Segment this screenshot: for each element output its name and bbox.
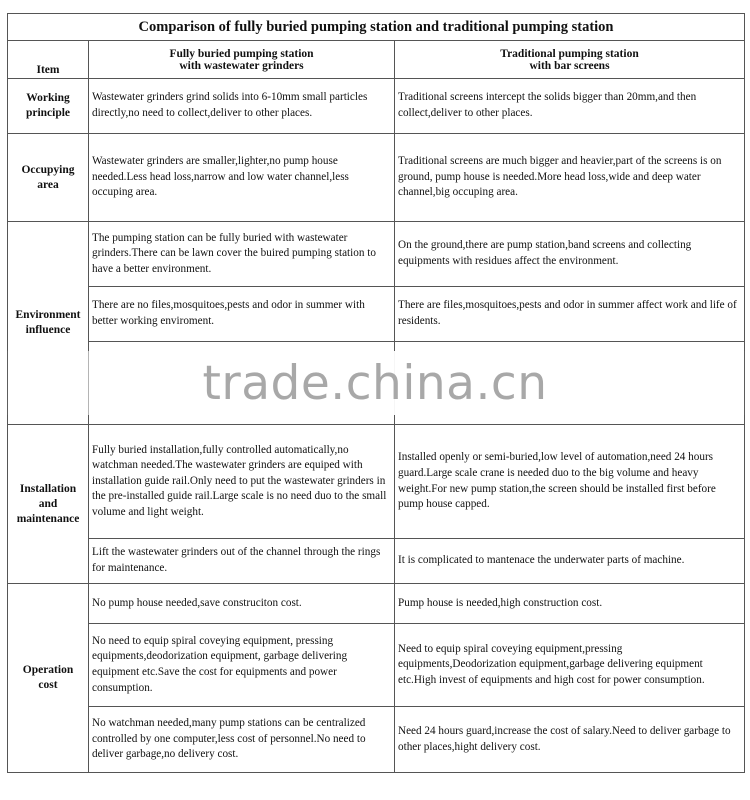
cell-buried: Lift the wastewater grinders out of the channel through the rings for maintenance. [89,539,395,584]
cell-buried: No pump house needed,save construciton cost. [89,584,395,624]
table-row [8,79,745,134]
header-buried [89,41,395,79]
header-traditional-line1: Traditional pumping station [500,47,639,60]
watermark [0,351,750,415]
cell-traditional: Installed openly or semi-buried,low level of automation,need 24 hours guard.Large scale crane is needed duo to the big volume and heavy weight.For new pump station,the screen should be installed first before pump house capped. [395,425,745,539]
item-working-principle [8,79,89,134]
table-row [8,707,745,773]
header-traditional [395,41,745,79]
cell-buried: Wastewater grinders are smaller,lighter,no pump house needed.Less head loss,narrow and low water channel,less occuping area. [89,134,395,222]
item-installation-maintenance [8,425,89,584]
header-buried-line2: with wastewater grinders [179,59,304,72]
cell-traditional: Traditional screens are much bigger and heavier,part of the screens is on ground, pump house is needed.More head loss,wide and deep water channel,big occuping area. [395,134,745,222]
cell-buried: Wastewater grinders grind solids into 6-10mm small particles directly,no need to collect,deliver to other places. [89,79,395,134]
item-label: Environment [15,309,81,321]
cell-buried: The pumping station can be fully buried with wastewater grinders.There can be lawn cover the buired pumping station to have a better environment. [89,222,395,287]
table-row [8,134,745,222]
cell-buried: No watchman needed,many pump stations can be centralized controlled by one computer,less cost of personnel.No need to deliver garbage,no delivery cost. [89,707,395,773]
item-operation-cost [8,584,89,773]
cell-traditional: Traditional screens intercept the solids bigger than 20mm,and then collect,deliver to other places. [395,79,745,134]
cell-traditional: Need 24 hours guard,increase the cost of salary.Need to deliver garbage to other places,hight delivery cost. [395,707,745,773]
table-row [8,222,745,287]
item-label: principle [25,107,71,119]
table-row [8,584,745,624]
table-row [8,624,745,707]
cell-buried: There are no files,mosquitoes,pests and odor in summer with better working enviroment. [89,287,395,342]
header-item: Item [8,41,89,79]
header-buried-line1: Fully buried pumping station [169,47,314,60]
item-label: cost [38,679,58,691]
item-label: influence [25,324,71,336]
cell-traditional: It is complicated to mantenace the underwater parts of machine. [395,539,745,584]
table-row [8,425,745,539]
item-label: Working [26,92,70,104]
item-label: area [37,178,59,191]
cell-traditional: Pump house is needed,high construction cost. [395,584,745,624]
table-row [8,287,745,342]
item-occupying-area [8,134,89,222]
header-traditional-line2: with bar screens [529,59,610,72]
cell-traditional: There are files,mosquitoes,pests and odor in summer affect work and life of residents. [395,287,745,342]
table-row [8,539,745,584]
cell-traditional: On the ground,there are pump station,band screens and collecting equipments with residues affect the environment. [395,222,745,287]
watermark-text: trade.china.cn [202,355,548,411]
cell-buried: No need to equip spiral coveying equipment, pressing equipments,deodorization equipment, garbage delivering equipment etc.Save the cost for equipments and power consumption. [89,624,395,707]
cell-traditional: Need to equip spiral coveying equipment,pressing equipments,Deodorization equipment,garbage delivering equipment etc.High invest of equipments and high cost for power consumption. [395,624,745,707]
item-label: Occupying [21,163,75,176]
item-label: maintenance [16,512,80,525]
item-label: and [38,497,58,510]
item-label: Installation [19,482,77,495]
cell-buried: Fully buried installation,fully controlled automatically,no watchman needed.The wastewater grinders are equiped with installation guide rail.Only need to put the wastewater grinders in the pre-installed guide rail.Large scale is no need duo to the small volume and light weight. [89,425,395,539]
item-label: Operation [22,664,74,676]
table-title: Comparison of fully buried pumping station and traditional pumping station [8,14,745,41]
